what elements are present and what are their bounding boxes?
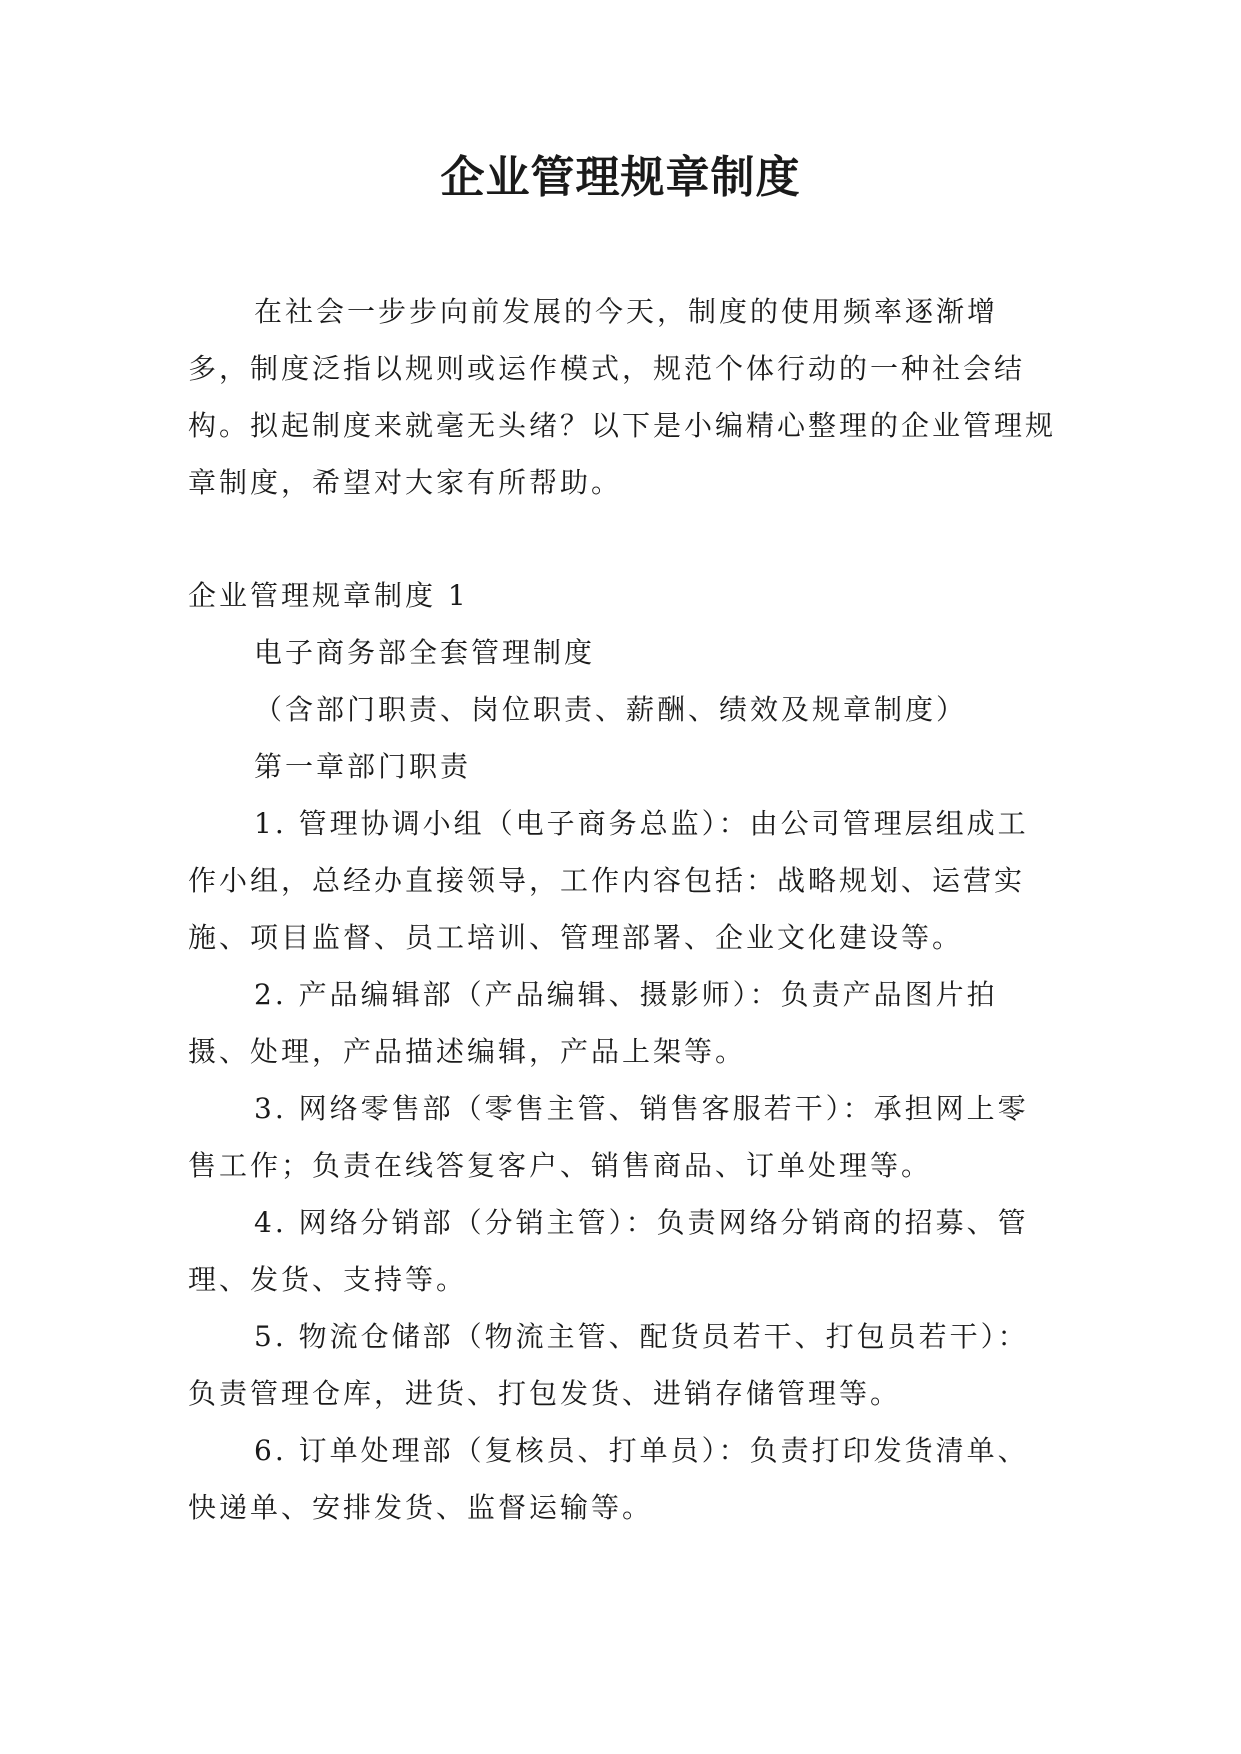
list-item: 2. 产品编辑部（产品编辑、摄影师）：负责产品图片拍摄、处理，产品描述编辑，产品上架等。 xyxy=(188,978,998,1068)
intro-paragraph: 在社会一步步向前发展的今天，制度的使用频率逐渐增多，制度泛指以规则或运作模式，规范个体行动的一种社会结构。拟起制度来就毫无头绪？以下是小编精心整理的企业管理规章制度，希望对大家有所帮助。 xyxy=(188,295,1057,499)
list-item: 6. 订单处理部（复核员、打单员）：负责打印发货清单、快递单、安排发货、监督运输等。 xyxy=(188,1434,1029,1524)
subtitle-note: （含部门职责、岗位职责、薪酬、绩效及规章制度） xyxy=(254,693,968,726)
document-body xyxy=(188,283,1058,1536)
list-item: 3. 网络零售部（零售主管、销售客服若干）：承担网上零售工作；负责在线答复客户、销售商品、订单处理等。 xyxy=(188,1092,1029,1182)
subtitle: 电子商务部全套管理制度 xyxy=(254,636,596,669)
list-item: 5. 物流仓储部（物流主管、配货员若干、打包员若干）：负责管理仓库，进货、打包发货、进销存储管理等。 xyxy=(188,1320,1029,1410)
chapter-heading: 第一章部门职责 xyxy=(254,750,472,783)
document-title: 企业管理规章制度 xyxy=(440,152,801,203)
list-item: 4. 网络分销部（分销主管）：负责网络分销商的招募、管理、发货、支持等。 xyxy=(188,1206,1029,1296)
list-item: 1. 管理协调小组（电子商务总监）：由公司管理层组成工作小组，总经办直接领导，工作内容包括：战略规划、运营实施、项目监督、员工培训、管理部署、企业文化建设等。 xyxy=(188,807,1029,954)
section-title: 企业管理规章制度 1 xyxy=(188,579,469,612)
